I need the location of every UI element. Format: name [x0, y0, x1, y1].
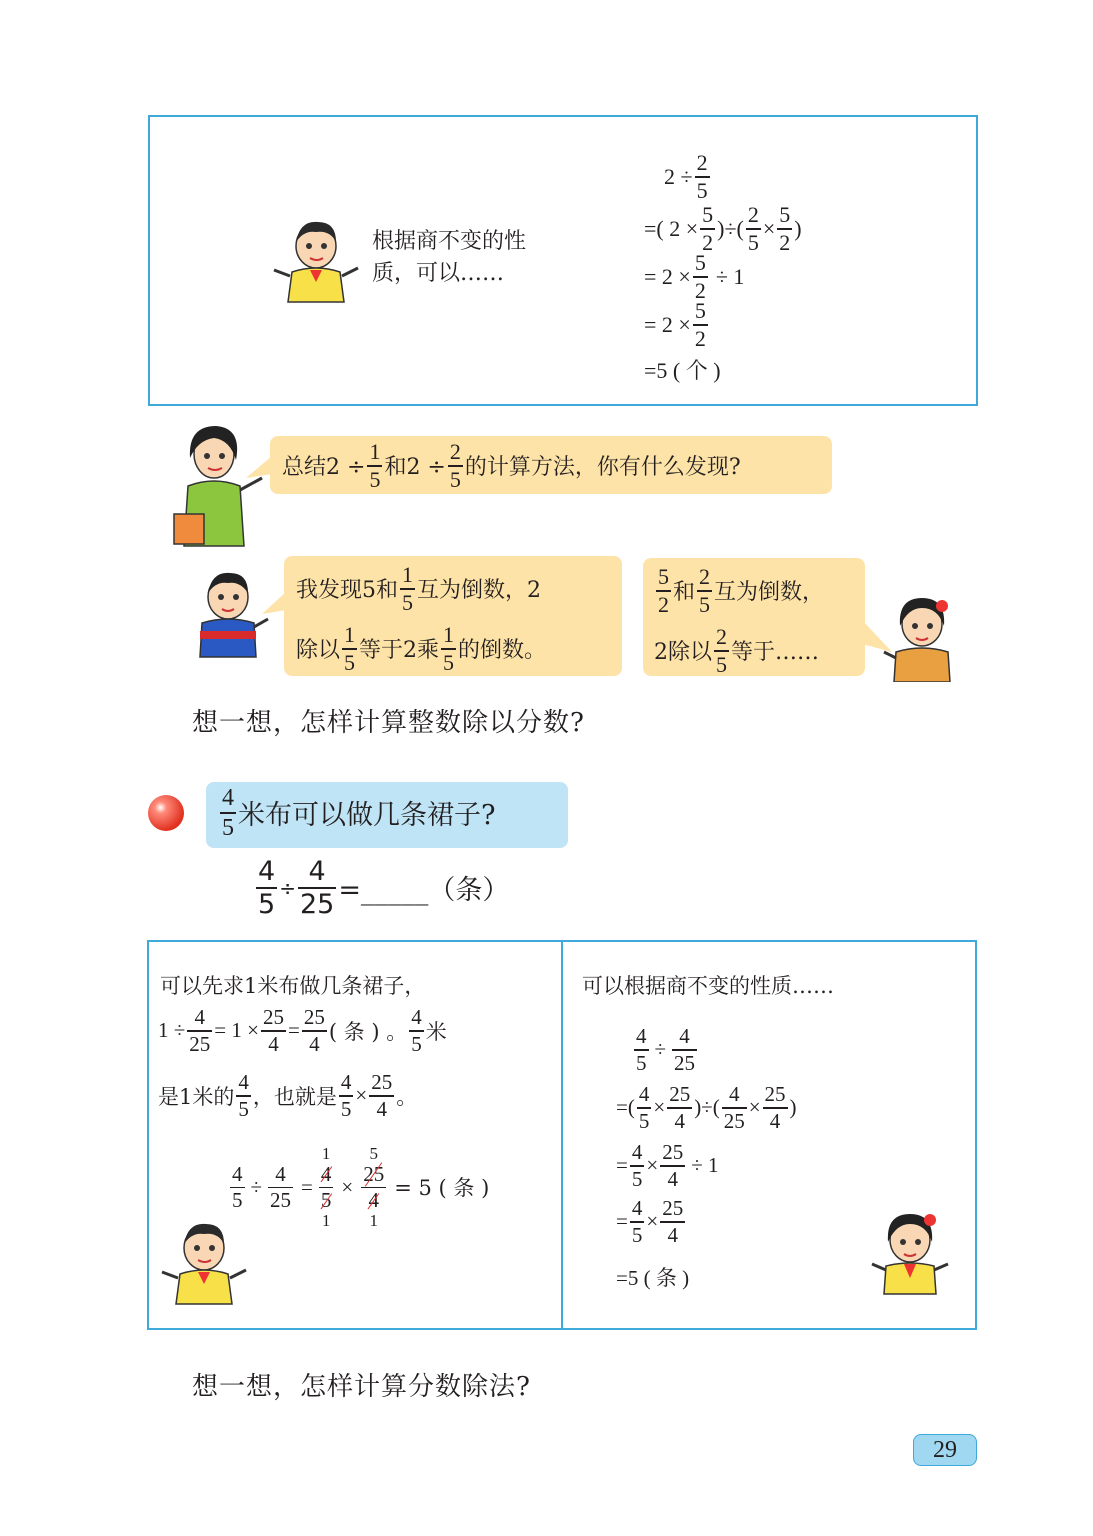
girl-bubble-line2: 2除以 $\frac{2}{5}$ 等于……	[654, 624, 820, 677]
right-method-line6: =5 ( 条 )	[616, 1266, 690, 1290]
fraction: $\frac{4}{5}$	[238, 1070, 249, 1121]
fraction: $\frac{4}{5}$	[631, 1140, 643, 1191]
think-prompt-1: 想一想，怎样计算整数除以分数?	[192, 708, 585, 738]
right-method-line5: = $\frac{4}{5}$ × $\frac{25}{4}$	[616, 1196, 684, 1247]
boy-illustration	[270, 212, 362, 304]
fraction: $\frac{1}{5}$	[402, 562, 413, 615]
cancelled-fraction-1: 1 $\frac{4}{5}$ 1	[320, 1144, 332, 1231]
boy-thought-line2: 质，可以……	[372, 261, 505, 286]
boy-thought-line1: 根据商不变的性	[372, 229, 527, 254]
fraction: $\frac{5}{2}$	[694, 298, 706, 351]
fraction: $\frac{4}{5}$	[631, 1196, 643, 1247]
fraction: $\frac{2}{5}$	[696, 150, 708, 203]
teacher-illustration	[170, 420, 270, 555]
fraction: $\frac{4}{25}$	[189, 1005, 211, 1056]
boy-bubble-line1: 我发现5和 $\frac{1}{5}$ 互为倒数，2	[296, 562, 541, 615]
right-method-line1: 可以根据商不变的性质……	[582, 974, 834, 998]
fraction: $\frac{25}{4}$	[303, 1005, 325, 1056]
fraction: $\frac{4}{25}$	[723, 1082, 745, 1133]
fraction: $\frac{1}{5}$	[443, 622, 455, 675]
right-method-line4: = $\frac{4}{5}$ × $\frac{25}{4}$ ÷ 1	[616, 1140, 719, 1191]
derivation-line-1: 2 ÷ $\frac{2}{5}$	[664, 150, 708, 203]
fraction: $\frac{25}{4}$	[764, 1082, 786, 1133]
fraction: $\frac{25}{4}$	[363, 1161, 385, 1213]
derivation-line-2: =( 2 × $\frac{5}{2}$ )÷( $\frac{2}{5}$ × $\frac{5}{2}$ )	[644, 202, 802, 255]
girl-bubble-line1: $\frac{5}{2}$ 和 $\frac{2}{5}$ 互为倒数，	[658, 564, 825, 617]
teacher-question: 总结2 ÷ $\frac{1}{5}$ 和2 ÷ $\frac{2}{5}$ 的计算方法，你有什么发现?	[282, 439, 741, 492]
think-prompt-2: 想一想，怎样计算分数除法?	[192, 1372, 531, 1402]
fraction: $\frac{4}{25}$	[299, 856, 335, 920]
fraction: $\frac{4}{5}$	[232, 1161, 243, 1213]
fraction: $\frac{2}{5}$	[699, 564, 711, 617]
fraction: $\frac{1}{5}$	[344, 622, 356, 675]
fraction: $\frac{4}{5}$	[258, 856, 276, 920]
boy-bubble-line2: 除以 $\frac{1}{5}$ 等于2乘 $\frac{1}{5}$ 的倒数。	[296, 622, 547, 675]
left-method-calculation: $\frac{4}{5}$ ÷ $\frac{4}{25}$ = 1 $\frac{4}{5}$ 1 × 5 $\frac{25}{4}$ 1 = 5 ( 条 )	[232, 1144, 490, 1231]
fraction: $\frac{5}{2}$	[779, 202, 791, 255]
bubble-tail	[246, 456, 272, 484]
derivation-line-5: =5 ( 个 )	[644, 358, 721, 383]
bubble-tail	[262, 592, 286, 620]
left-method-line2: 1 ÷ $\frac{4}{25}$ = 1 × $\frac{25}{4}$ = $\frac{25}{4}$ ( 条 ) 。 $\frac{4}{5}$ 米	[158, 1005, 447, 1056]
fraction: $\frac{25}{4}$	[371, 1070, 393, 1121]
fraction: $\frac{4}{5}$	[636, 1024, 647, 1075]
derivation-line-3: = 2 × $\frac{5}{2}$ ÷ 1	[644, 250, 745, 303]
right-method-line2: $\frac{4}{5}$ ÷ $\frac{4}{25}$	[636, 1024, 696, 1075]
right-method-line3: =( $\frac{4}{5}$ × $\frac{25}{4}$ )÷( $\frac{4}{25}$ × $\frac{25}{4}$ )	[616, 1082, 797, 1133]
fraction: $\frac{4}{5}$	[411, 1005, 422, 1056]
fraction: $\frac{4}{5}$	[638, 1082, 650, 1133]
fraction: $\frac{4}{25}$	[674, 1024, 696, 1075]
fraction: $\frac{25}{4}$	[662, 1196, 684, 1247]
question-text: $\frac{4}{5}$ 米布可以做几条裙子?	[222, 785, 496, 841]
fraction: $\frac{1}{5}$	[369, 439, 381, 492]
fraction: $\frac{4}{5}$	[340, 1070, 352, 1121]
fraction: $\frac{2}{5}$	[449, 439, 461, 492]
fraction: $\frac{5}{2}$	[694, 250, 706, 303]
fraction: $\frac{25}{4}$	[262, 1005, 284, 1056]
fraction: $\frac{5}{2}$	[702, 202, 714, 255]
fraction: $\frac{4}{25}$	[270, 1161, 292, 1213]
boy-sweater-illustration	[190, 565, 270, 660]
fraction: $\frac{2}{5}$	[716, 624, 727, 677]
page-number: 29	[933, 1436, 957, 1463]
fraction: $\frac{5}{2}$	[658, 564, 669, 617]
cancelled-fraction-2: 5 $\frac{25}{4}$ 1	[363, 1144, 385, 1231]
fraction: $\frac{4}{5}$	[320, 1161, 332, 1213]
fraction: $\frac{4}{5}$	[222, 785, 234, 841]
fraction: $\frac{25}{4}$	[669, 1082, 691, 1133]
fraction: $\frac{2}{5}$	[747, 202, 759, 255]
girl-illustration	[880, 592, 960, 682]
left-method-line3: 是1米的 $\frac{4}{5}$ ，也就是 $\frac{4}{5}$ × $\frac{25}{4}$ 。	[158, 1070, 418, 1121]
fill-in-equation: $\frac{4}{5}$ ÷ $\frac{4}{25}$ =_____（条）	[258, 856, 510, 920]
fraction: $\frac{25}{4}$	[662, 1140, 684, 1191]
red-ball-icon	[146, 793, 186, 833]
boy-illustration	[158, 1214, 250, 1306]
derivation-line-4: = 2 × $\frac{5}{2}$	[644, 298, 706, 351]
left-method-line1: 可以先求1米布做几条裙子，	[160, 974, 426, 998]
girl-illustration	[868, 1208, 952, 1296]
page-number-badge	[913, 1434, 977, 1466]
